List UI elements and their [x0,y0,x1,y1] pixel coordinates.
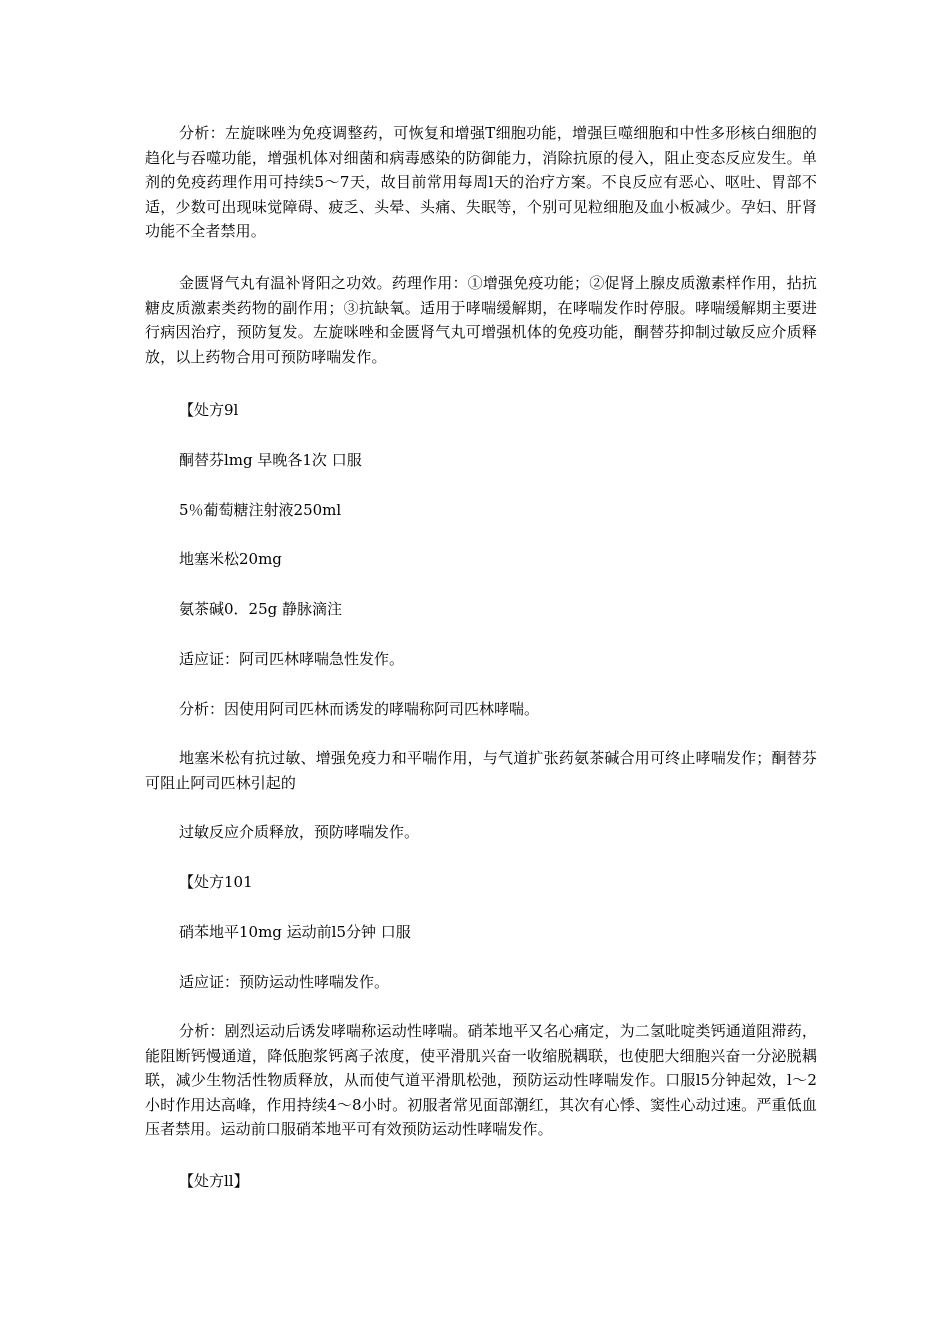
prescription-9-line-dexamethasone: 地塞米松20mg [179,550,282,568]
prescription-10-analysis-paragraph: 分析：剧烈运动后诱发哮喘称运动性哮喘。硝苯地平又名心痛定，为二氢吡啶类钙通道阻滞药，能阻断钙慢通道，降低胞浆钙离子浓度，使平滑肌兴奋一收缩脱耦联，也使肥大细胞兴奋一分泌脱耦联，减少生物活性物质释放，从而使气道平滑肌松弛，预防运动性哮喘发作。口服l5分钟起效，l～2小时作用达高峰，作用持续4～8小时。初服者常见面部潮红，其次有心悸、窦性心动过速。严重低血压者禁用。运动前口服硝苯地平可有效预防运动性哮喘发作。 [145,1022,817,1138]
prescription-9-tail: 过敏反应介质释放，预防哮喘发作。 [179,823,420,841]
prescription-9-line-aminophylline: 氨茶碱0．25g 静脉滴注 [179,600,343,618]
prescription-9-line-ketotifen: 酮替芬lmg 早晚各1次 口服 [179,451,362,469]
prescription-9-line-glucose: 5％葡萄糖注射液250ml [179,501,342,519]
prescription-9-indication: 适应证：阿司匹林哮喘急性发作。 [179,650,405,668]
prescription-9-analysis: 分析：因使用阿司匹林而诱发的哮喘称阿司匹林哮喘。 [179,700,540,718]
analysis-levamisole-paragraph: 分析：左旋咪唑为免疫调整药，可恢复和增强T细胞功能，增强巨噬细胞和中性多形核白细胞的趋化与吞噬功能，增强机体对细菌和病毒感染的防御能力，消除抗原的侵入，阻止变态反应发生。单剂的免疫药理作用可持续5～7天，故目前常用每周l天的治疗方案。不良反应有恶心、呕吐、胃部不适，少数可出现味觉障碍、疲乏、头晕、头痛、失眠等，个别可见粒细胞及血小板减少。孕妇、肝肾功能不全者禁用。 [145,124,817,240]
prescription-10-title: 【处方101 [179,873,253,891]
prescription-9-title: 【处方9l [179,401,239,419]
prescription-10-line-nifedipine: 硝苯地平10mg 运动前l5分钟 口服 [179,923,411,941]
prescription-9-paragraph: 地塞米松有抗过敏、增强免疫力和平喘作用，与气道扩张药氨茶碱合用可终止哮喘发作；酮替芬可阻止阿司匹林引起的 [145,749,817,792]
prescription-10-indication: 适应证：预防运动性哮喘发作。 [179,973,390,991]
jingui-shenqi-paragraph: 金匮肾气丸有温补肾阳之功效。药理作用：①增强免疫功能；②促肾上腺皮质激素样作用，拈抗糖皮质激素类药物的副作用；③抗缺氧。适用于哮喘缓解期，在哮喘发作时停服。哮喘缓解期主要进行病因治疗，预防复发。左旋咪唑和金匮肾气丸可增强机体的免疫功能，酮替芬抑制过敏反应介质释放，以上药物合用可预防哮喘发作。 [145,274,817,366]
prescription-11-title: 【处方ll】 [179,1172,249,1190]
